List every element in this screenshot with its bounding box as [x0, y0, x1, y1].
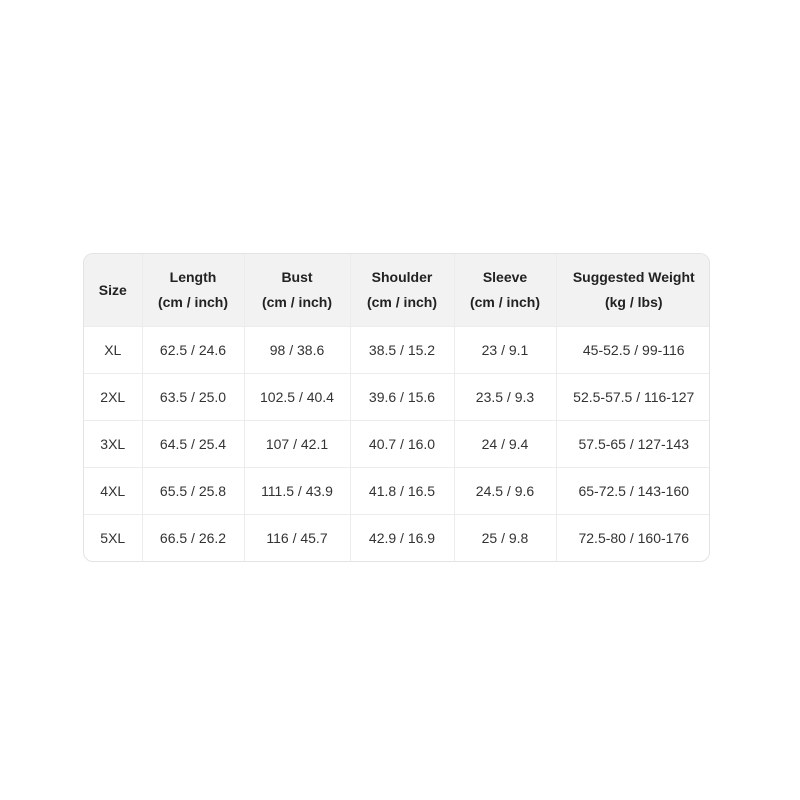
cell-sleeve: 23 / 9.1 — [454, 327, 556, 374]
cell-sleeve: 25 / 9.8 — [454, 515, 556, 562]
header-label: Sleeve — [482, 269, 528, 285]
cell-bust: 98 / 38.6 — [244, 327, 350, 374]
header-label: Suggested Weight — [572, 269, 695, 285]
header-label: Bust — [281, 269, 313, 285]
header-unit: (cm / inch) — [157, 294, 228, 310]
table-row — [84, 468, 710, 515]
header-unit: (cm / inch) — [366, 294, 437, 310]
cell-shoulder: 42.9 / 16.9 — [350, 515, 454, 562]
cell-size: 2XL — [84, 374, 142, 421]
header-label: Size — [98, 281, 127, 298]
cell-bust: 116 / 45.7 — [244, 515, 350, 562]
header-length — [142, 254, 244, 327]
header-unit: (cm / inch) — [469, 294, 540, 310]
cell-suggested-weight: 65-72.5 / 143-160 — [556, 468, 710, 515]
cell-suggested-weight: 72.5-80 / 160-176 — [578, 530, 690, 546]
cell-shoulder: 39.6 / 15.6 — [350, 374, 454, 421]
header-unit: (cm / inch) — [261, 294, 332, 310]
table-row — [84, 374, 710, 421]
header-sleeve — [454, 254, 556, 327]
cell-sleeve: 24 / 9.4 — [454, 421, 556, 468]
table-header-row — [84, 254, 710, 327]
cell-bust: 102.5 / 40.4 — [244, 374, 350, 421]
cell-bust: 111.5 / 43.9 — [244, 468, 350, 515]
cell-size: 3XL — [84, 421, 142, 468]
cell-size: XL — [84, 327, 142, 374]
table-row — [84, 421, 710, 468]
cell-length: 63.5 / 25.0 — [142, 374, 244, 421]
cell-suggested-weight: 45-52.5 / 99-116 — [556, 327, 710, 374]
cell-sleeve: 24.5 / 9.6 — [454, 468, 556, 515]
cell-shoulder: 38.5 / 15.2 — [350, 327, 454, 374]
size-chart-card — [83, 253, 710, 562]
cell-size: 5XL — [84, 515, 142, 562]
cell-suggested-weight: 52.5-57.5 / 116-127 — [556, 374, 710, 421]
table-row — [84, 327, 710, 374]
cell-shoulder: 40.7 / 16.0 — [350, 421, 454, 468]
header-shoulder — [350, 254, 454, 327]
cell-bust: 107 / 42.1 — [244, 421, 350, 468]
cell-suggested-weight: 57.5-65 / 127-143 — [556, 421, 710, 468]
cell-size: 4XL — [84, 468, 142, 515]
header-size — [84, 254, 142, 327]
table-row — [84, 515, 710, 562]
header-label: Shoulder — [371, 269, 433, 285]
header-label: Length — [169, 269, 217, 285]
cell-sleeve: 23.5 / 9.3 — [454, 374, 556, 421]
size-chart-table — [84, 254, 710, 561]
header-suggested-weight — [556, 254, 710, 327]
cell-length: 64.5 / 25.4 — [142, 421, 244, 468]
header-bust — [244, 254, 350, 327]
header-unit: (kg / lbs) — [604, 294, 663, 310]
cell-length: 65.5 / 25.8 — [142, 468, 244, 515]
cell-length: 66.5 / 26.2 — [142, 515, 244, 562]
cell-shoulder: 41.8 / 16.5 — [350, 468, 454, 515]
cell-length: 62.5 / 24.6 — [142, 327, 244, 374]
